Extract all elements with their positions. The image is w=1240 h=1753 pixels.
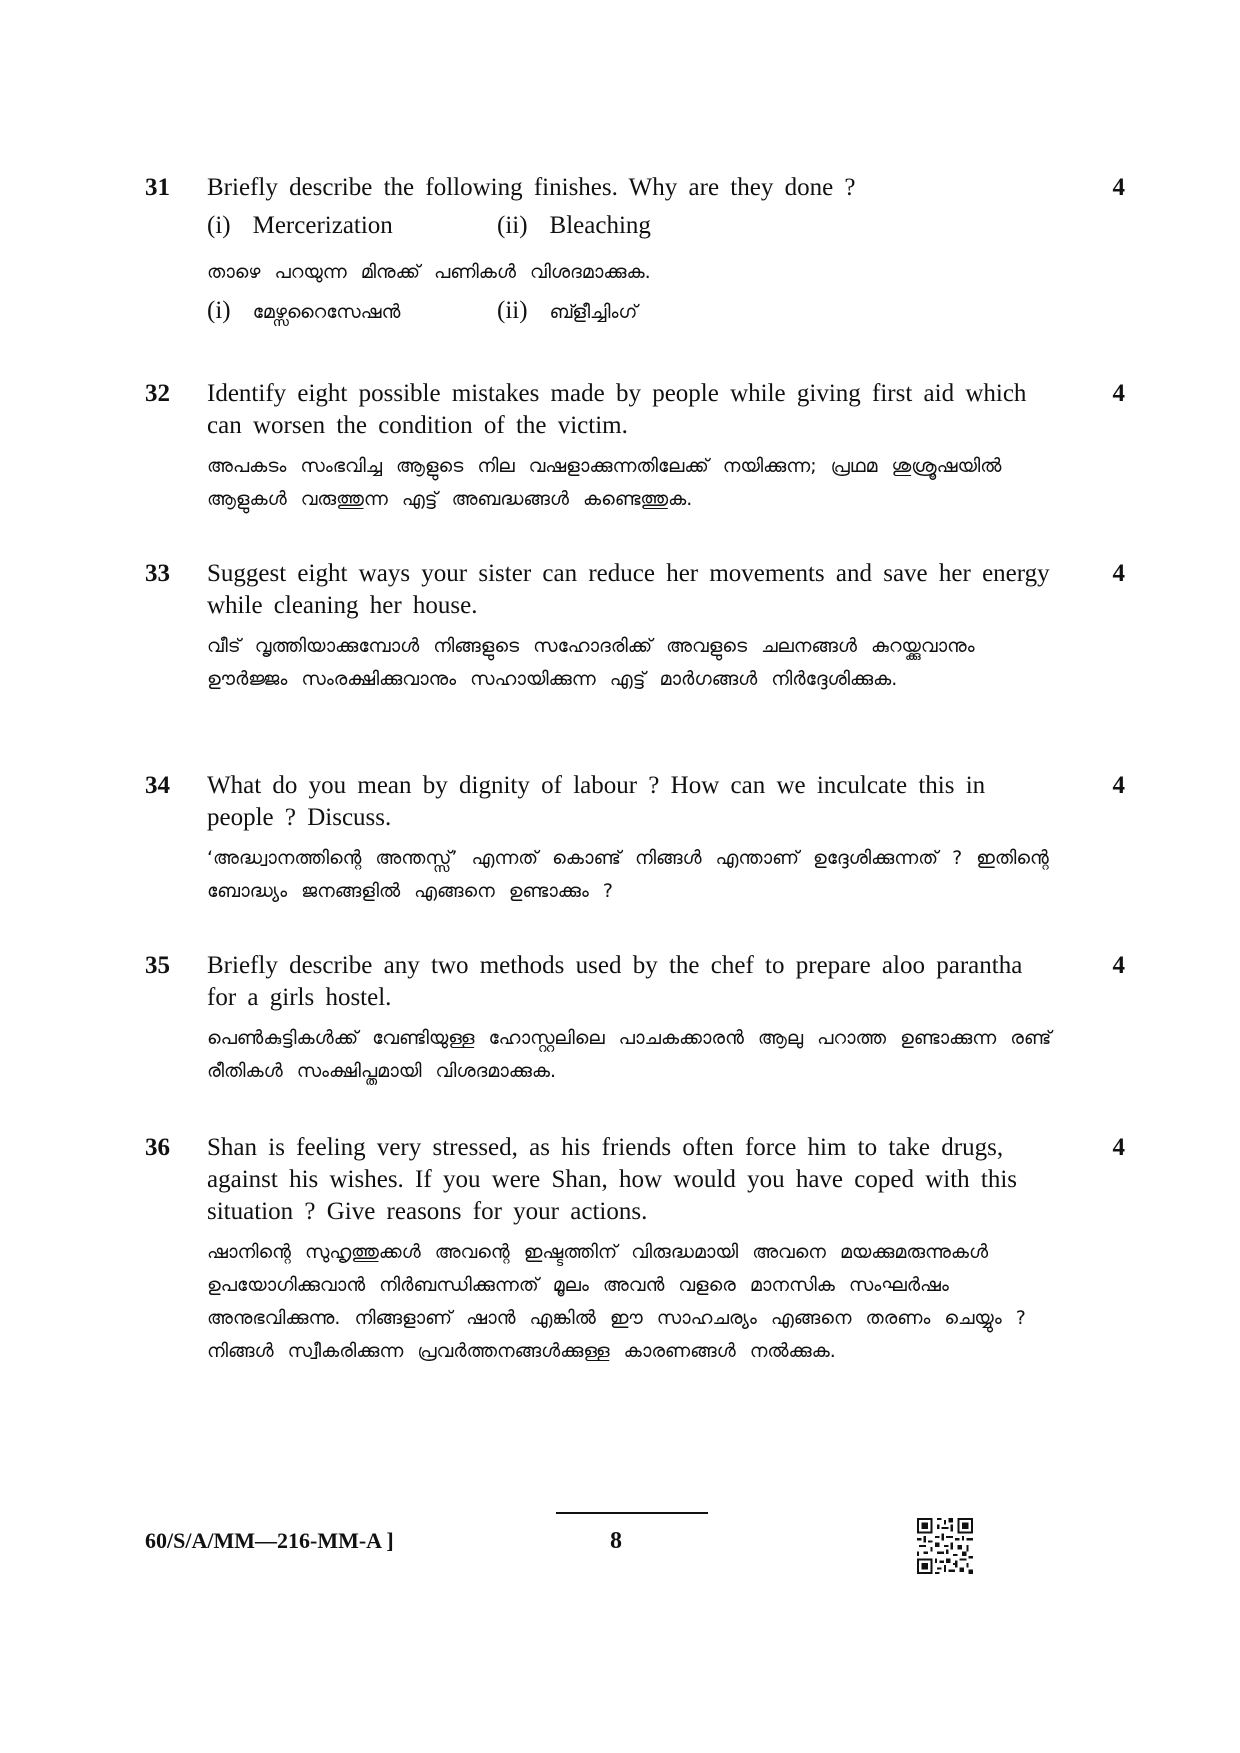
option-item — [207, 210, 497, 242]
question-text-english: What do you mean by dignity of labour ? How can we inculcate this in people ? Discuss. — [207, 772, 986, 831]
question-text-malayalam: താഴെ പറയുന്ന മിനുക്ക് പണികൾ വിശദമാക്കുക. — [207, 261, 651, 283]
question-text-english: Suggest eight ways your sister can reduce her movements and save her energy while cleaning her house. — [207, 560, 1050, 619]
question-text-malayalam: ‘അദ്ധ്വാനത്തിന്റെ അന്തസ്സ്’ എന്നത് കൊണ്ട് നിങ്ങൾ എന്താണ് ഉദ്ദേശിക്കുന്നത് ? ഇതിന്റെ ബോദ്ധ്യം ജനങ്ങളിൽ എങ്ങനെ ഉണ്ടാക്കും ? — [207, 847, 1049, 902]
question-35 — [145, 950, 1125, 1088]
question-text-malayalam: വീട് വൃത്തിയാക്കുമ്പോൾ നിങ്ങളുടെ സഹോദരിക്ക് അവളുടെ ചലനങ്ങൾ കുറയ്ക്കുവാനും ഊർജ്ജം സംരക്ഷിക്കുവാനും സഹായിക്കുന്ന എട്ട് മാർഗങ്ങൾ നിർദ്ദേശിക്കുക. — [207, 635, 975, 690]
option-text: Mercerization — [252, 212, 393, 239]
question-number: 34 — [145, 772, 170, 799]
question-text-english: Briefly describe any two methods used by the chef to prepare aloo parantha for a girls hostel. — [207, 952, 1023, 1011]
question-34 — [145, 770, 1125, 908]
english-options — [207, 210, 1052, 242]
option-number: (ii) — [497, 297, 528, 324]
question-marks: 4 — [1112, 380, 1125, 407]
question-text-english: Shan is feeling very stressed, as his friends often force him to take drugs, against his wishes. If you were Shan, how would you have coped with this situation ? Give reasons for your actions. — [207, 1134, 1018, 1225]
option-item — [497, 210, 651, 242]
question-text-english: Identify eight possible mistakes made by people while giving first aid which can worsen the condition of the victim. — [207, 380, 1027, 439]
option-item — [497, 295, 637, 327]
question-marks: 4 — [1112, 1134, 1125, 1161]
question-36 — [145, 1132, 1125, 1368]
option-text: ബ്ളീച്ചിംഗ് — [549, 301, 638, 323]
option-item — [207, 295, 497, 327]
question-31 — [145, 172, 1125, 327]
option-number: (i) — [207, 212, 231, 239]
option-text: മേഴ്സറൈസേഷൻ — [252, 301, 401, 323]
question-32 — [145, 378, 1125, 516]
option-text: Bleaching — [549, 212, 651, 239]
question-number: 31 — [145, 174, 170, 201]
question-text-malayalam: പെൺകുട്ടികൾക്ക് വേണ്ടിയുള്ള ഹോസ്റ്റലിലെ പാചകക്കാരൻ ആലു പറാത്ത ഉണ്ടാക്കുന്ന രണ്ട് രീതികൾ സംക്ഷിപ്തമായി വിശദമാക്കുക. — [207, 1027, 1052, 1082]
question-number: 35 — [145, 952, 170, 979]
paper-code: 60/S/A/MM—216-MM-A ] — [145, 1528, 394, 1553]
question-text-english: Briefly describe the following finishes. Why are they done ? — [207, 174, 856, 201]
end-of-paper-rule — [556, 1512, 708, 1514]
question-text-malayalam: ഷാനിന്റെ സുഹൃത്തുക്കൾ അവന്റെ ഇഷ്ടത്തിന് വിരുദ്ധമായി അവനെ മയക്കുമരുന്നുകൾ ഉപയോഗിക്കുവാൻ നിർബന്ധിക്കുന്നത് മൂലം അവൻ വളരെ മാനസിക സംഘർഷം അനുഭവിക്കുന്നു. നിങ്ങളാണ് ഷാൻ എങ്കിൽ ഈ സാഹചര്യം എങ്ങനെ തരണം ചെയ്യും ? നിങ്ങൾ സ്വീകരിക്കുന്ന പ്രവർത്തനങ്ങൾക്കുള്ള കാരണങ്ങൾ നൽക്കുക. — [207, 1241, 1026, 1362]
question-marks: 4 — [1112, 772, 1125, 799]
page-number: 8 — [610, 1528, 622, 1554]
option-number: (i) — [207, 297, 231, 324]
question-marks: 4 — [1112, 174, 1125, 201]
question-text-malayalam: അപകടം സംഭവിച്ച ആളുടെ നില വഷളാക്കുന്നതിലേക്ക് നയിക്കുന്ന; പ്രഥമ ശുശ്രൂഷയിൽ ആളുകൾ വരുത്തുന്ന എട്ട് അബദ്ധങ്ങൾ കണ്ടെത്തുക. — [207, 455, 1002, 510]
question-number: 33 — [145, 560, 170, 587]
question-number: 36 — [145, 1134, 170, 1161]
question-marks: 4 — [1112, 560, 1125, 587]
option-number: (ii) — [497, 212, 528, 239]
question-33 — [145, 558, 1125, 696]
malayalam-options — [207, 295, 1052, 327]
question-number: 32 — [145, 380, 170, 407]
qr-code-icon — [917, 1518, 973, 1574]
question-marks: 4 — [1112, 952, 1125, 979]
